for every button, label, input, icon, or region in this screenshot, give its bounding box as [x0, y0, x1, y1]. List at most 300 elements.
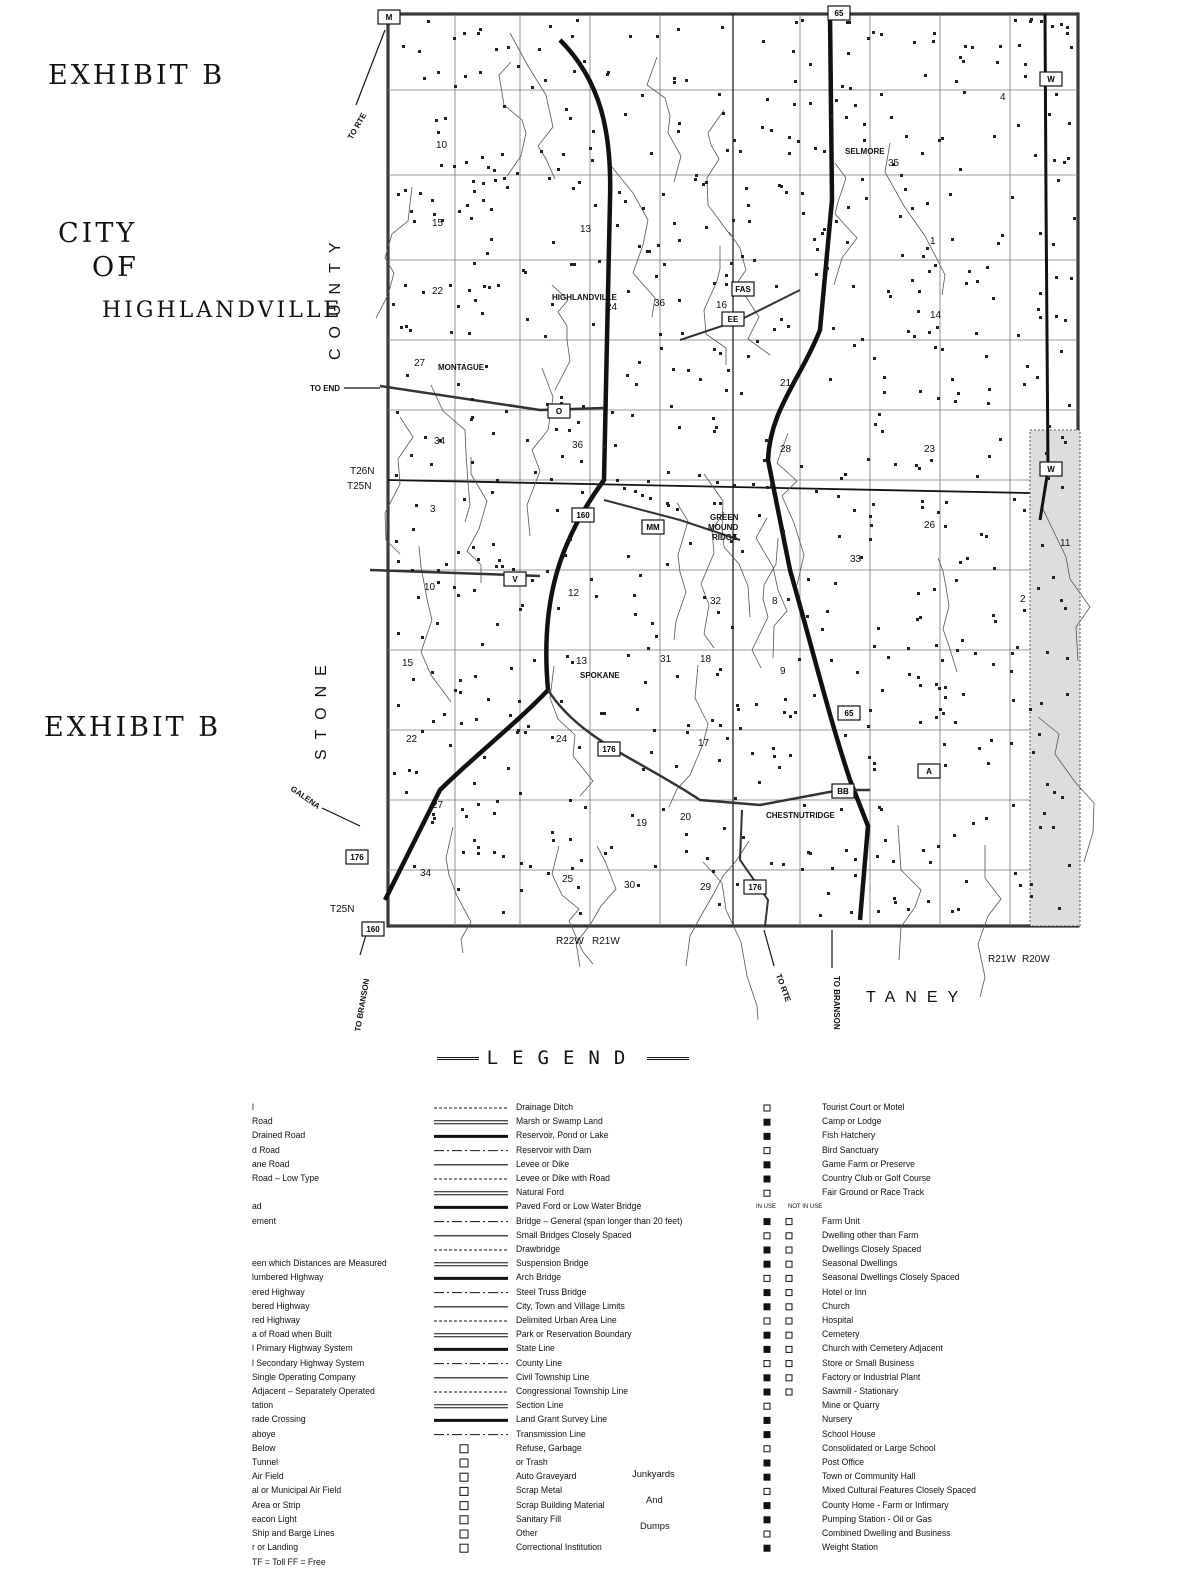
farm-unit-dot: [453, 37, 456, 40]
farm-unit-dot: [913, 335, 916, 338]
farm-unit-dot: [1014, 19, 1017, 22]
farm-unit-dot: [861, 178, 864, 181]
route-shield: [918, 764, 940, 778]
farm-unit-dot: [985, 535, 988, 538]
farm-unit-dot: [699, 378, 702, 381]
farm-unit-dot: [853, 344, 856, 347]
farm-unit-dot: [569, 838, 572, 841]
farm-unit-dot: [935, 716, 938, 719]
farm-unit-dot: [675, 765, 678, 768]
farm-unit-dot: [685, 833, 688, 836]
legend-entry: Nursery: [822, 1413, 853, 1425]
farm-unit-dot: [486, 252, 489, 255]
legend-symbol: [764, 1488, 770, 1494]
farm-unit-dot: [631, 414, 634, 417]
farm-unit-dot: [1066, 657, 1069, 660]
farm-unit-dot: [964, 45, 967, 48]
legend-symbol: [764, 1375, 770, 1381]
farm-unit-dot: [437, 581, 440, 584]
farm-unit-dot: [887, 290, 890, 293]
svg-text:65: 65: [844, 709, 854, 718]
farm-unit-dot: [801, 192, 804, 195]
legend-symbol: [764, 1361, 770, 1367]
farm-unit-dot: [580, 460, 583, 463]
farm-unit-dot: [795, 21, 798, 24]
legend-symbol: [434, 1263, 508, 1266]
farm-unit-dot: [1038, 733, 1041, 736]
farm-unit-dot: [1066, 26, 1069, 29]
farm-unit-dot: [963, 91, 966, 94]
route-shield: [1040, 72, 1062, 86]
farm-unit-dot: [540, 150, 543, 153]
farm-unit-dot: [900, 174, 903, 177]
legend-symbol: [786, 1346, 792, 1352]
farm-unit-dot: [534, 471, 537, 474]
farm-unit-dot: [633, 594, 636, 597]
farm-unit-dot: [840, 477, 843, 480]
farm-unit-dot: [479, 28, 482, 31]
farm-unit-dot: [908, 673, 911, 676]
legend-entry: ane Road: [252, 1157, 290, 1169]
farm-unit-dot: [392, 303, 395, 306]
legend-symbol: [786, 1275, 792, 1281]
legend-entry: al or Municipal Air Field: [252, 1484, 342, 1496]
section-number: 15: [402, 658, 414, 669]
farm-unit-dot: [673, 77, 676, 80]
route-shield: [598, 742, 620, 756]
farm-unit-dot: [487, 698, 490, 701]
farm-unit-dot: [453, 586, 456, 589]
farm-unit-dot: [402, 45, 405, 48]
farm-unit-dot: [974, 652, 977, 655]
section-number: 15: [432, 218, 444, 229]
farm-unit-dot: [985, 355, 988, 358]
farm-unit-dot: [845, 849, 848, 852]
farm-unit-dot: [638, 361, 641, 364]
farm-unit-dot: [992, 297, 995, 300]
farm-unit-dot: [600, 712, 603, 715]
farm-unit-dot: [603, 712, 606, 715]
farm-unit-dot: [454, 689, 457, 692]
place-mound: MOUND: [708, 523, 739, 532]
farm-unit-dot: [490, 238, 493, 241]
farm-unit-dot: [988, 388, 991, 391]
farm-unit-dot: [756, 340, 759, 343]
svg-text:FAS: FAS: [735, 285, 751, 294]
legend-symbol: [764, 1531, 770, 1537]
farm-unit-dot: [706, 857, 709, 860]
farm-unit-dot: [659, 333, 662, 336]
stream: [647, 57, 681, 182]
stream: [510, 33, 555, 179]
farm-unit-dot: [449, 744, 452, 747]
farm-unit-dot: [930, 459, 933, 462]
legend-symbol: [786, 1361, 792, 1367]
farm-unit-dot: [835, 220, 838, 223]
farm-unit-dot: [626, 374, 629, 377]
legend-entry: Church: [822, 1299, 850, 1311]
farm-unit-dot: [647, 480, 650, 483]
farm-unit-dot: [470, 217, 473, 220]
farm-unit-dot: [840, 808, 843, 811]
farm-unit-dot: [618, 191, 621, 194]
farm-unit-dot: [934, 264, 937, 267]
farm-unit-dot: [509, 714, 512, 717]
farm-unit-dot: [654, 865, 657, 868]
farm-unit-dot: [992, 614, 995, 617]
svg-text:176: 176: [350, 853, 364, 862]
farm-unit-dot: [641, 94, 644, 97]
section-number: 23: [924, 444, 936, 455]
section-number: 34: [434, 436, 446, 447]
farm-unit-dot: [716, 673, 719, 676]
stream: [612, 167, 655, 317]
svg-text:65: 65: [834, 9, 844, 18]
farm-unit-dot: [468, 289, 471, 292]
farm-unit-dot: [753, 259, 756, 262]
route-shield: [362, 922, 384, 936]
farm-unit-dot: [917, 592, 920, 595]
section-number: 10: [424, 582, 436, 593]
legend-entry: County Line: [516, 1356, 563, 1368]
farm-unit-dot: [1018, 44, 1021, 47]
farm-unit-dot: [711, 719, 714, 722]
farm-unit-dot: [666, 563, 669, 566]
route-shield: [548, 404, 570, 418]
farm-unit-dot: [473, 782, 476, 785]
farm-unit-dot: [730, 262, 733, 265]
farm-unit-dot: [603, 445, 606, 448]
legend-entry: Store or Small Business: [822, 1356, 915, 1368]
farm-unit-dot: [758, 781, 761, 784]
farm-unit-dot: [807, 851, 810, 854]
farm-unit-dot: [936, 326, 939, 329]
farm-unit-dot: [614, 444, 617, 447]
legend-entry: Drained Road: [252, 1129, 306, 1141]
farm-unit-dot: [993, 135, 996, 138]
svg-text:M: M: [385, 13, 393, 22]
farm-unit-dot: [685, 850, 688, 853]
farm-unit-dot: [933, 588, 936, 591]
legend-entry: Farm Unit: [822, 1214, 860, 1226]
farm-unit-dot: [1030, 18, 1033, 21]
farm-unit-dot: [631, 814, 634, 817]
farm-unit-dot: [488, 286, 491, 289]
farm-unit-dot: [917, 310, 920, 313]
legend-entry: Hotel or Inn: [822, 1285, 867, 1297]
farm-unit-dot: [397, 632, 400, 635]
farm-unit-dot: [597, 484, 600, 487]
farm-unit-dot: [463, 32, 466, 35]
farm-unit-dot: [938, 139, 941, 142]
farm-unit-dot: [411, 569, 414, 572]
legend-entry: Fish Hatchery: [822, 1129, 876, 1141]
farm-unit-dot: [397, 193, 400, 196]
farm-unit-dot: [821, 232, 824, 235]
section-number: 11: [1060, 538, 1071, 549]
farm-unit-dot: [941, 659, 944, 662]
farm-unit-dot: [1012, 699, 1015, 702]
farm-unit-dot: [449, 284, 452, 287]
farm-unit-dot: [445, 563, 448, 566]
farm-unit-dot: [985, 817, 988, 820]
township-label: T25N: [347, 481, 372, 492]
legend-symbol: [764, 1105, 770, 1111]
farm-unit-dot: [987, 402, 990, 405]
svg-text:MM: MM: [646, 523, 660, 532]
legend-entry: [252, 1242, 387, 1256]
farm-unit-dot: [418, 50, 421, 53]
farm-unit-dot: [647, 647, 650, 650]
farm-unit-dot: [792, 50, 795, 53]
farm-unit-dot: [899, 215, 902, 218]
farm-unit-dot: [847, 206, 850, 209]
exhibit-label-top: EXHIBIT B: [48, 60, 226, 91]
farm-unit-dot: [884, 839, 887, 842]
legend-symbol: [764, 1432, 770, 1438]
farm-unit-dot: [677, 130, 680, 133]
farm-unit-dot: [590, 578, 593, 581]
farm-unit-dot: [527, 725, 530, 728]
farm-unit-dot: [789, 715, 792, 718]
legend-entry: l Secondary Highway System: [252, 1356, 365, 1368]
farm-unit-dot: [955, 80, 958, 83]
farm-unit-dot: [966, 557, 969, 560]
farm-unit-dot: [497, 284, 500, 287]
farm-unit-dot: [676, 508, 679, 511]
farm-unit-dot: [719, 668, 722, 671]
farm-unit-dot: [462, 851, 465, 854]
farm-unit-dot: [578, 746, 581, 749]
section-number: 31: [660, 654, 672, 665]
farm-unit-dot: [516, 172, 519, 175]
legend-symbol: [764, 1233, 770, 1239]
route-shield: [722, 312, 744, 326]
farm-unit-dot: [861, 338, 864, 341]
farm-unit-dot: [941, 348, 944, 351]
farm-unit-dot: [437, 131, 440, 134]
farm-unit-dot: [672, 368, 675, 371]
farm-unit-dot: [1030, 883, 1033, 886]
legend-symbol: [786, 1233, 792, 1239]
highway-160: [385, 40, 610, 900]
farm-unit-dot: [894, 901, 897, 904]
place-selmore: SELMORE: [845, 147, 885, 156]
farm-unit-dot: [571, 35, 574, 38]
farm-unit-dot: [437, 71, 440, 74]
farm-unit-dot: [911, 207, 914, 210]
farm-unit-dot: [823, 228, 826, 231]
farm-unit-dot: [893, 897, 896, 900]
farm-unit-dot: [1053, 791, 1056, 794]
farm-unit-dot: [783, 711, 786, 714]
farm-unit-dot: [475, 718, 478, 721]
farm-unit-dot: [503, 105, 506, 108]
legend-symbol: [764, 1389, 770, 1395]
farm-unit-dot: [678, 299, 681, 302]
farm-unit-dot: [396, 411, 399, 414]
farm-unit-dot: [397, 704, 400, 707]
farm-unit-dot: [844, 473, 847, 476]
place-ridge: RIDGE: [712, 533, 738, 542]
section-number: 8: [772, 596, 778, 607]
legend-entry: Factory or Industrial Plant: [822, 1370, 921, 1382]
farm-unit-dot: [482, 199, 485, 202]
farm-unit-dot: [987, 762, 990, 765]
farm-unit-dot: [397, 560, 400, 563]
section-number: 16: [716, 300, 728, 311]
farm-unit-dot: [566, 655, 569, 658]
farm-unit-dot: [872, 31, 875, 34]
farm-unit-dot: [846, 241, 849, 244]
farm-unit-dot: [495, 48, 498, 51]
farm-unit-dot: [815, 490, 818, 493]
farm-unit-dot: [1052, 826, 1055, 829]
farm-unit-dot: [531, 579, 534, 582]
farm-unit-dot: [919, 721, 922, 724]
farm-unit-dot: [994, 620, 997, 623]
farm-unit-dot: [634, 490, 637, 493]
legend-entry: Camp or Lodge: [822, 1115, 882, 1127]
farm-unit-dot: [494, 179, 497, 182]
farm-unit-dot: [393, 772, 396, 775]
farm-unit-dot: [409, 329, 412, 332]
farm-unit-dot: [592, 130, 595, 133]
farm-unit-dot: [638, 245, 641, 248]
farm-unit-dot: [965, 282, 968, 285]
section-number: 10: [436, 140, 448, 151]
farm-unit-dot: [853, 509, 856, 512]
legend-entry: Other: [516, 1527, 538, 1539]
farm-unit-dot: [461, 808, 464, 811]
farm-unit-dot: [841, 85, 844, 88]
farm-unit-dot: [944, 696, 947, 699]
farm-unit-dot: [798, 658, 801, 661]
farm-unit-dot: [951, 910, 954, 913]
legend-symbol: [460, 1502, 468, 1510]
farm-unit-dot: [481, 312, 484, 315]
farm-unit-dot: [636, 708, 639, 711]
legend-symbol: [434, 1334, 508, 1337]
farm-unit-dot: [662, 808, 665, 811]
legend-symbol: [434, 1121, 508, 1124]
farm-unit-dot: [655, 635, 658, 638]
farm-unit-dot: [772, 747, 775, 750]
farm-unit-dot: [951, 378, 954, 381]
farm-unit-dot: [561, 455, 564, 458]
farm-unit-dot: [826, 267, 829, 270]
farm-unit-dot: [775, 285, 778, 288]
farm-unit-dot: [569, 117, 572, 120]
farm-unit-dot: [1055, 276, 1058, 279]
section-number: 21: [780, 378, 792, 389]
farm-unit-dot: [755, 703, 758, 706]
legend-entry: Delimited Urban Area Line: [516, 1314, 617, 1326]
farm-unit-dot: [491, 491, 494, 494]
farm-unit-dot: [653, 729, 656, 732]
farm-unit-dot: [809, 63, 812, 66]
farm-unit-dot: [740, 392, 743, 395]
legend-symbol: [764, 1261, 770, 1267]
legend-symbol: [460, 1530, 468, 1538]
farm-unit-dot: [815, 273, 818, 276]
farm-unit-dot: [490, 208, 493, 211]
farm-unit-dot: [944, 525, 947, 528]
farm-unit-dot: [404, 284, 407, 287]
farm-unit-dot: [400, 326, 403, 329]
farm-unit-dot: [1061, 796, 1064, 799]
farm-unit-dot: [962, 693, 965, 696]
farm-unit-dot: [765, 439, 768, 442]
farm-unit-dot: [662, 193, 665, 196]
farm-unit-dot: [685, 79, 688, 82]
farm-unit-dot: [770, 862, 773, 865]
farm-unit-dot: [865, 197, 868, 200]
legend-symbol: [764, 1417, 770, 1423]
farm-unit-dot: [872, 503, 875, 506]
legend-entry: lumbered Highway: [252, 1271, 324, 1283]
farm-unit-dot: [762, 40, 765, 43]
legend-symbol: [786, 1375, 792, 1381]
legend-entry: Seasonal Dwellings: [822, 1257, 898, 1269]
farm-unit-dot: [562, 153, 565, 156]
legend-entry: Tourist Court or Motel: [822, 1101, 905, 1112]
farm-unit-dot: [723, 827, 726, 830]
farm-unit-dot: [460, 722, 463, 725]
farm-unit-dot: [464, 75, 467, 78]
farm-unit-dot: [954, 721, 957, 724]
farm-unit-dot: [894, 463, 897, 466]
farm-unit-dot: [573, 263, 576, 266]
farm-unit-dot: [415, 771, 418, 774]
farm-unit-dot: [1070, 46, 1073, 49]
farm-unit-dot: [473, 589, 476, 592]
farm-unit-dot: [802, 212, 805, 215]
farm-unit-dot: [741, 255, 744, 258]
farm-unit-dot: [889, 295, 892, 298]
farm-unit-dot: [773, 328, 776, 331]
farm-unit-dot: [935, 683, 938, 686]
farm-unit-dot: [881, 689, 884, 692]
farm-unit-dot: [717, 611, 720, 614]
farm-unit-dot: [1070, 277, 1073, 280]
farm-unit-dot: [479, 71, 482, 74]
farm-unit-dot: [577, 886, 580, 889]
farm-unit-dot: [410, 454, 413, 457]
farm-unit-dot: [421, 636, 424, 639]
farm-unit-dot: [831, 867, 834, 870]
farm-unit-dot: [919, 616, 922, 619]
farm-unit-dot: [564, 554, 567, 557]
farm-unit-dot: [846, 21, 849, 24]
farm-unit-dot: [611, 411, 614, 414]
farm-unit-dot: [405, 791, 408, 794]
farm-unit-dot: [477, 803, 480, 806]
farm-unit-dot: [571, 867, 574, 870]
route-shield: [732, 282, 754, 296]
farm-unit-dot: [803, 804, 806, 807]
farm-unit-dot: [1046, 783, 1049, 786]
farm-unit-dot: [957, 392, 960, 395]
farm-unit-dot: [926, 202, 929, 205]
legend-entry: [252, 1228, 387, 1242]
farm-unit-dot: [705, 226, 708, 229]
farm-unit-dot: [945, 501, 948, 504]
farm-unit-dot: [634, 613, 637, 616]
farm-unit-dot: [821, 628, 824, 631]
farm-unit-dot: [926, 247, 929, 250]
farm-unit-dot: [726, 737, 729, 740]
